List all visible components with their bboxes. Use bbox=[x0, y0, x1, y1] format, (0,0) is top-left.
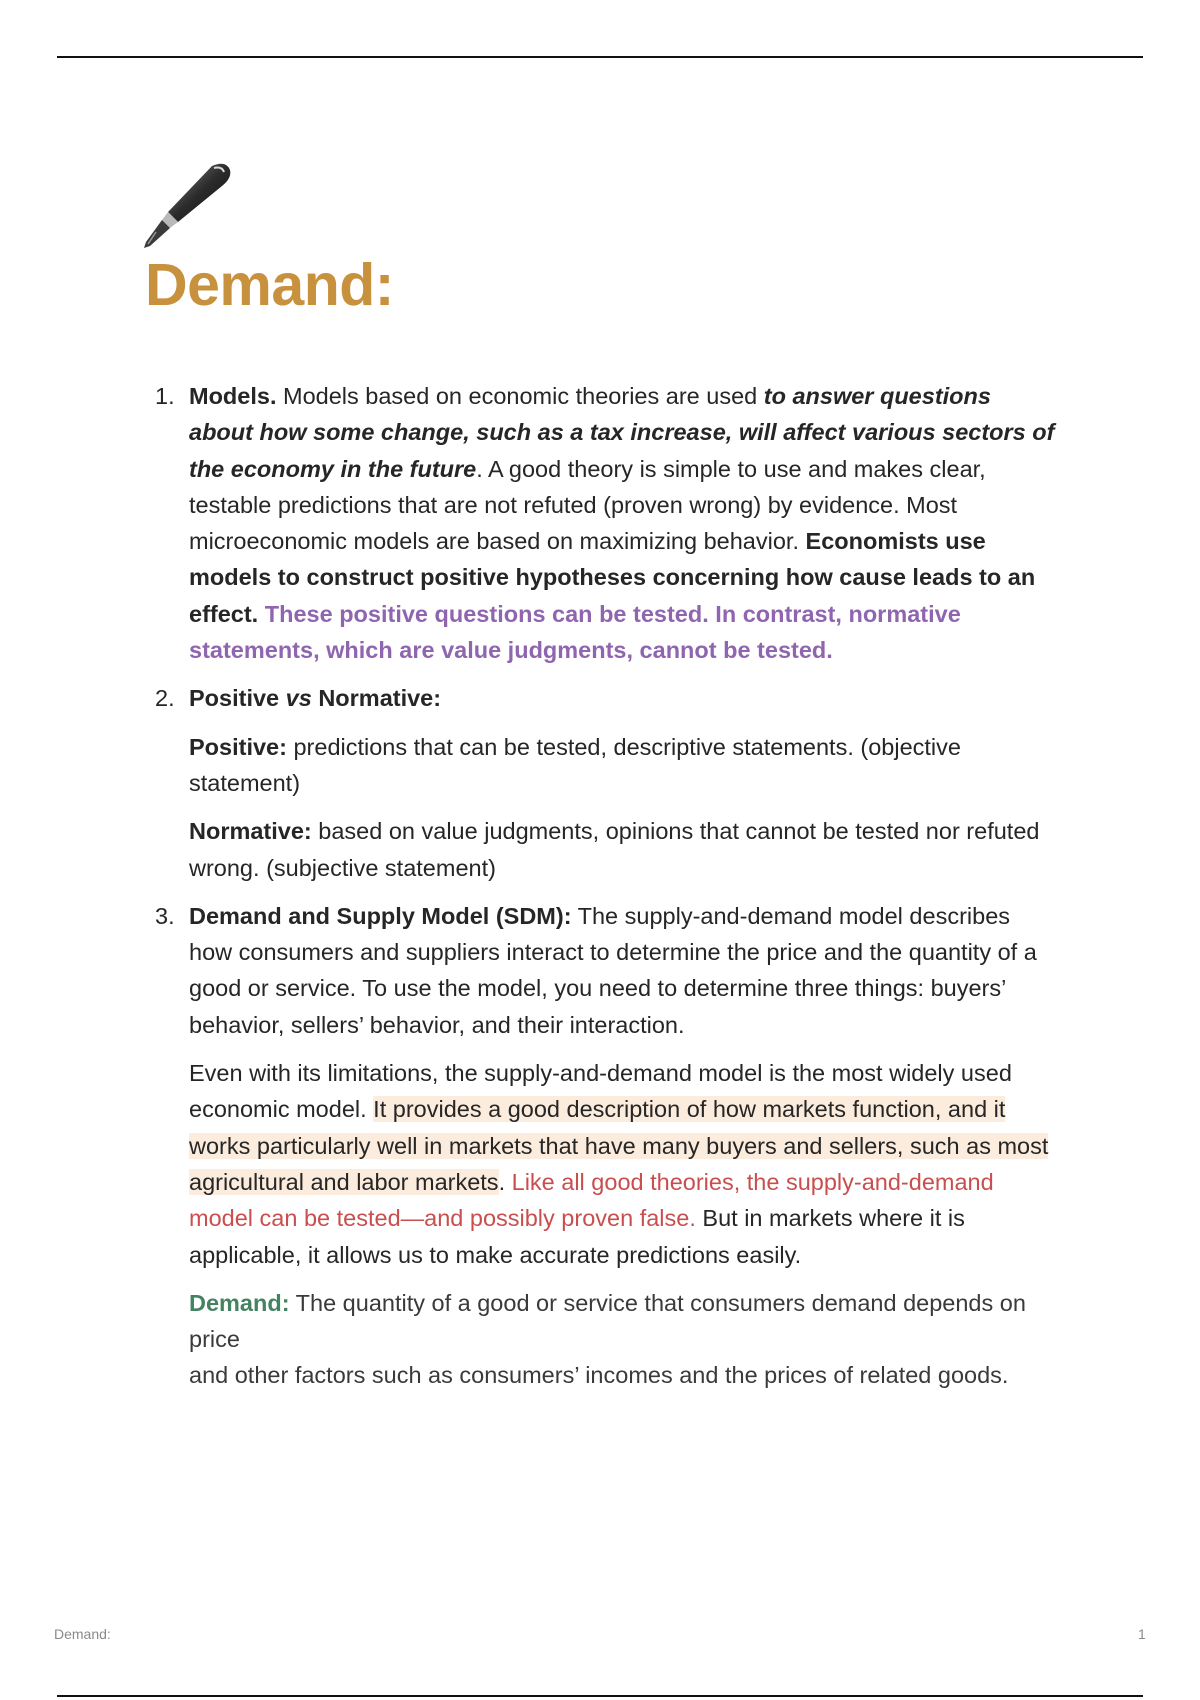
page-title: Demand: bbox=[145, 252, 394, 318]
sdm-limitations-paragraph bbox=[189, 1055, 1055, 1273]
heading-vs: vs bbox=[285, 685, 312, 712]
positive-text: predictions that can be tested, descriptive statements. (objective statement) bbox=[189, 733, 961, 796]
list-number: 2. bbox=[155, 685, 175, 712]
sdm-p2-text-a: Even with its limitations, the supply-and-demand model is the most widely used economic model. bbox=[189, 1060, 1012, 1123]
models-text-2: . A good theory is simple to use and makes clear, testable predictions that are not refuted (proven wrong) by evidence. Most microeconomic models are based on maximizing behavior. bbox=[189, 455, 986, 555]
sdm-text: The supply-and-demand model describes how consumers and suppliers interact to determine the price and the quantity of a good or service. To use the model, you need to determine three things: buyers’ behavior, sellers’ behavior, and their interaction. bbox=[189, 902, 1037, 1038]
heading-part: Normative: bbox=[311, 685, 442, 712]
sdm-paragraph bbox=[189, 898, 1055, 1043]
list-item-sdm bbox=[150, 898, 1055, 1394]
demand-text-2: and other factors such as consumers’ incomes and the prices of related goods. bbox=[189, 1362, 1009, 1389]
models-bold: Economists use models to construct positive hypotheses concerning how cause leads to an effect. bbox=[189, 528, 1036, 627]
list-number: 1. bbox=[155, 383, 175, 409]
bottom-rule bbox=[57, 1695, 1143, 1697]
highlighted-text: It provides a good description of how markets function, and it works particularly well in markets that have many buyers and sellers, such as most agricultural and labor markets bbox=[189, 1096, 1049, 1195]
footer-page-title: Demand: bbox=[54, 1626, 111, 1642]
positive-label: Positive: bbox=[189, 733, 287, 760]
sdm-p2-text-b: But in markets where it is applicable, it allows us to make accurate predictions easily. bbox=[189, 1205, 965, 1268]
heading-part: Positive bbox=[189, 685, 286, 712]
demand-label: Demand: bbox=[189, 1289, 290, 1316]
red-text: Like all good theories, the supply-and-demand model can be tested—and possibly proven false. bbox=[189, 1168, 994, 1232]
list-item-positive-vs-normative bbox=[150, 680, 1055, 885]
sdm-lead: Demand and Supply Model (SDM): bbox=[189, 902, 572, 929]
positive-definition bbox=[189, 729, 1055, 802]
models-text-1: Models based on economic theories are used bbox=[276, 383, 764, 409]
demand-definition bbox=[189, 1285, 1055, 1394]
models-purple-text: These positive questions can be tested. In contrast, normative statements, which are value judgments, cannot be tested. bbox=[189, 600, 961, 664]
footer-page-number: 1 bbox=[1138, 1626, 1146, 1642]
list-number: 3. bbox=[155, 902, 175, 929]
models-paragraph bbox=[189, 378, 1055, 668]
punctuation: . bbox=[498, 1168, 512, 1195]
models-lead: Models. bbox=[189, 383, 277, 409]
normative-label: Normative: bbox=[189, 818, 312, 845]
normative-definition bbox=[189, 813, 1055, 886]
top-rule bbox=[57, 56, 1143, 58]
normative-text: based on value judgments, opinions that cannot be tested nor refuted wrong. (subjective statement) bbox=[189, 818, 1040, 881]
positive-normative-heading bbox=[189, 680, 1055, 716]
fountain-pen-icon bbox=[142, 158, 234, 250]
demand-text-1: The quantity of a good or service that consumers demand depends on price bbox=[189, 1289, 1026, 1353]
document-body bbox=[150, 378, 1055, 1406]
models-bold-italic: to answer questions about how some change, such as a tax increase, will affect various sectors of the economy in the future bbox=[189, 383, 1055, 482]
list-item-models bbox=[150, 378, 1055, 668]
